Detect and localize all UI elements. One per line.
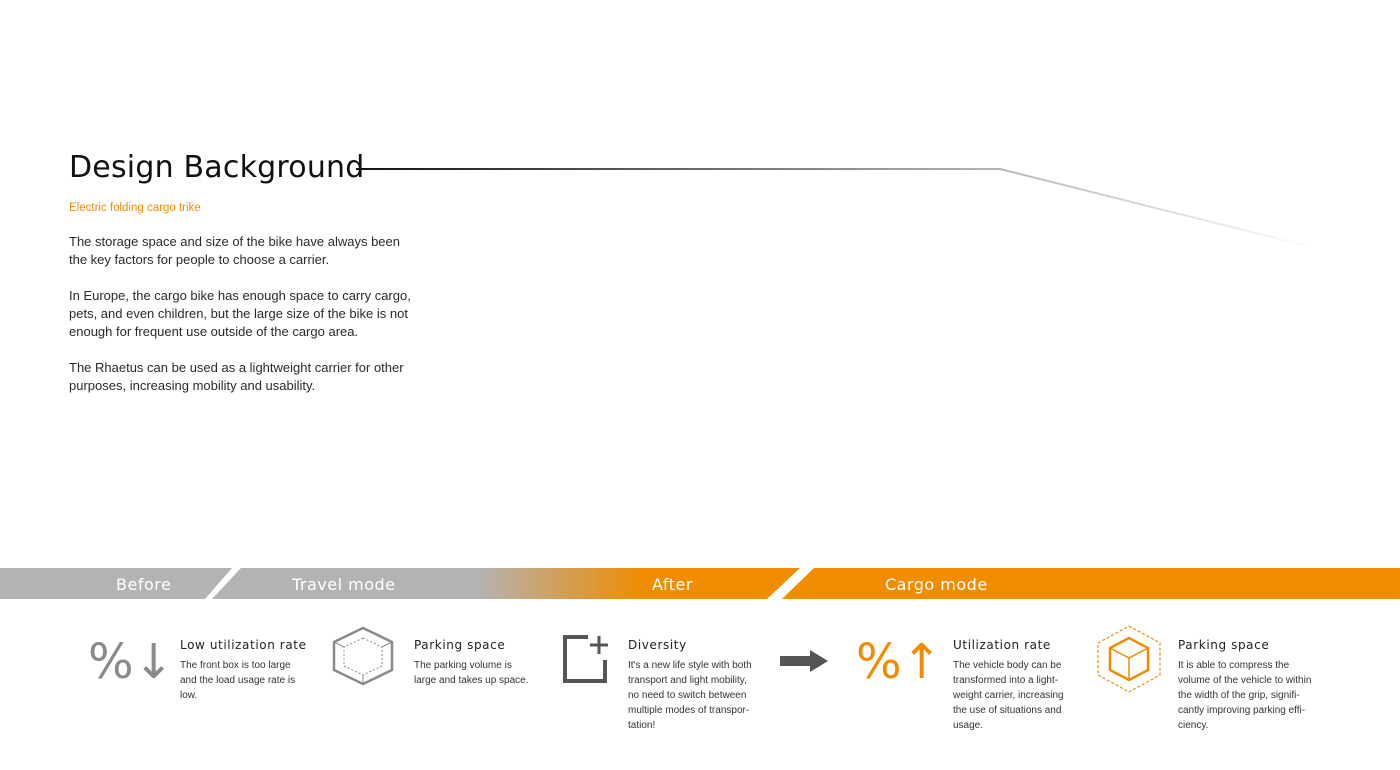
page-title: Design Background	[69, 150, 365, 185]
right-arrow-icon	[780, 650, 830, 672]
feature-description: It's a new life style with both transport and light mobility, no need to switch between multiple modes of transpor-tation!	[628, 660, 752, 731]
intro-paragraph: The Rhaetus can be used as a lightweight carrier for other purposes, increasing mobility and usability.	[69, 360, 404, 393]
band-label-travel-mode: Travel mode	[292, 575, 396, 594]
cube-icon	[330, 626, 396, 686]
feature-title: Parking space	[414, 638, 506, 652]
expand-plus-icon	[562, 634, 610, 684]
feature-description: The front box is too large and the load usage rate is low.	[180, 660, 296, 701]
percent-down-icon: %↓	[88, 634, 174, 690]
band-label-cargo-mode: Cargo mode	[885, 575, 988, 594]
intro-paragraph: The storage space and size of the bike have always been the key factors for people to choose a carrier.	[69, 234, 400, 267]
percent-up-icon: %↑	[856, 634, 942, 690]
hexagon-cube-icon	[1094, 624, 1164, 694]
mode-band	[0, 568, 1400, 599]
feature-title: Parking space	[1178, 638, 1270, 652]
intro-paragraph: In Europe, the cargo bike has enough space to carry cargo, pets, and even children, but the large size of the bike is not enough for frequent use outside of the cargo area.	[69, 288, 411, 339]
page-subtitle: Electric folding cargo trike	[69, 202, 201, 214]
feature-title: Utilization rate	[953, 638, 1051, 652]
band-segment-cargo	[782, 568, 1400, 599]
feature-description: The vehicle body can be transformed into a light-weight carrier, increasing the use of situations and usage.	[953, 660, 1064, 731]
feature-description: The parking volume is large and takes up space.	[414, 660, 529, 686]
feature-title: Low utilization rate	[180, 638, 307, 652]
band-label-before: Before	[116, 575, 172, 594]
band-label-after: After	[652, 575, 693, 594]
feature-title: Diversity	[628, 638, 687, 652]
feature-description: It is able to compress the volume of the vehicle to within the width of the grip, signifi-cantly improving parking effi-ciency.	[1178, 660, 1312, 731]
